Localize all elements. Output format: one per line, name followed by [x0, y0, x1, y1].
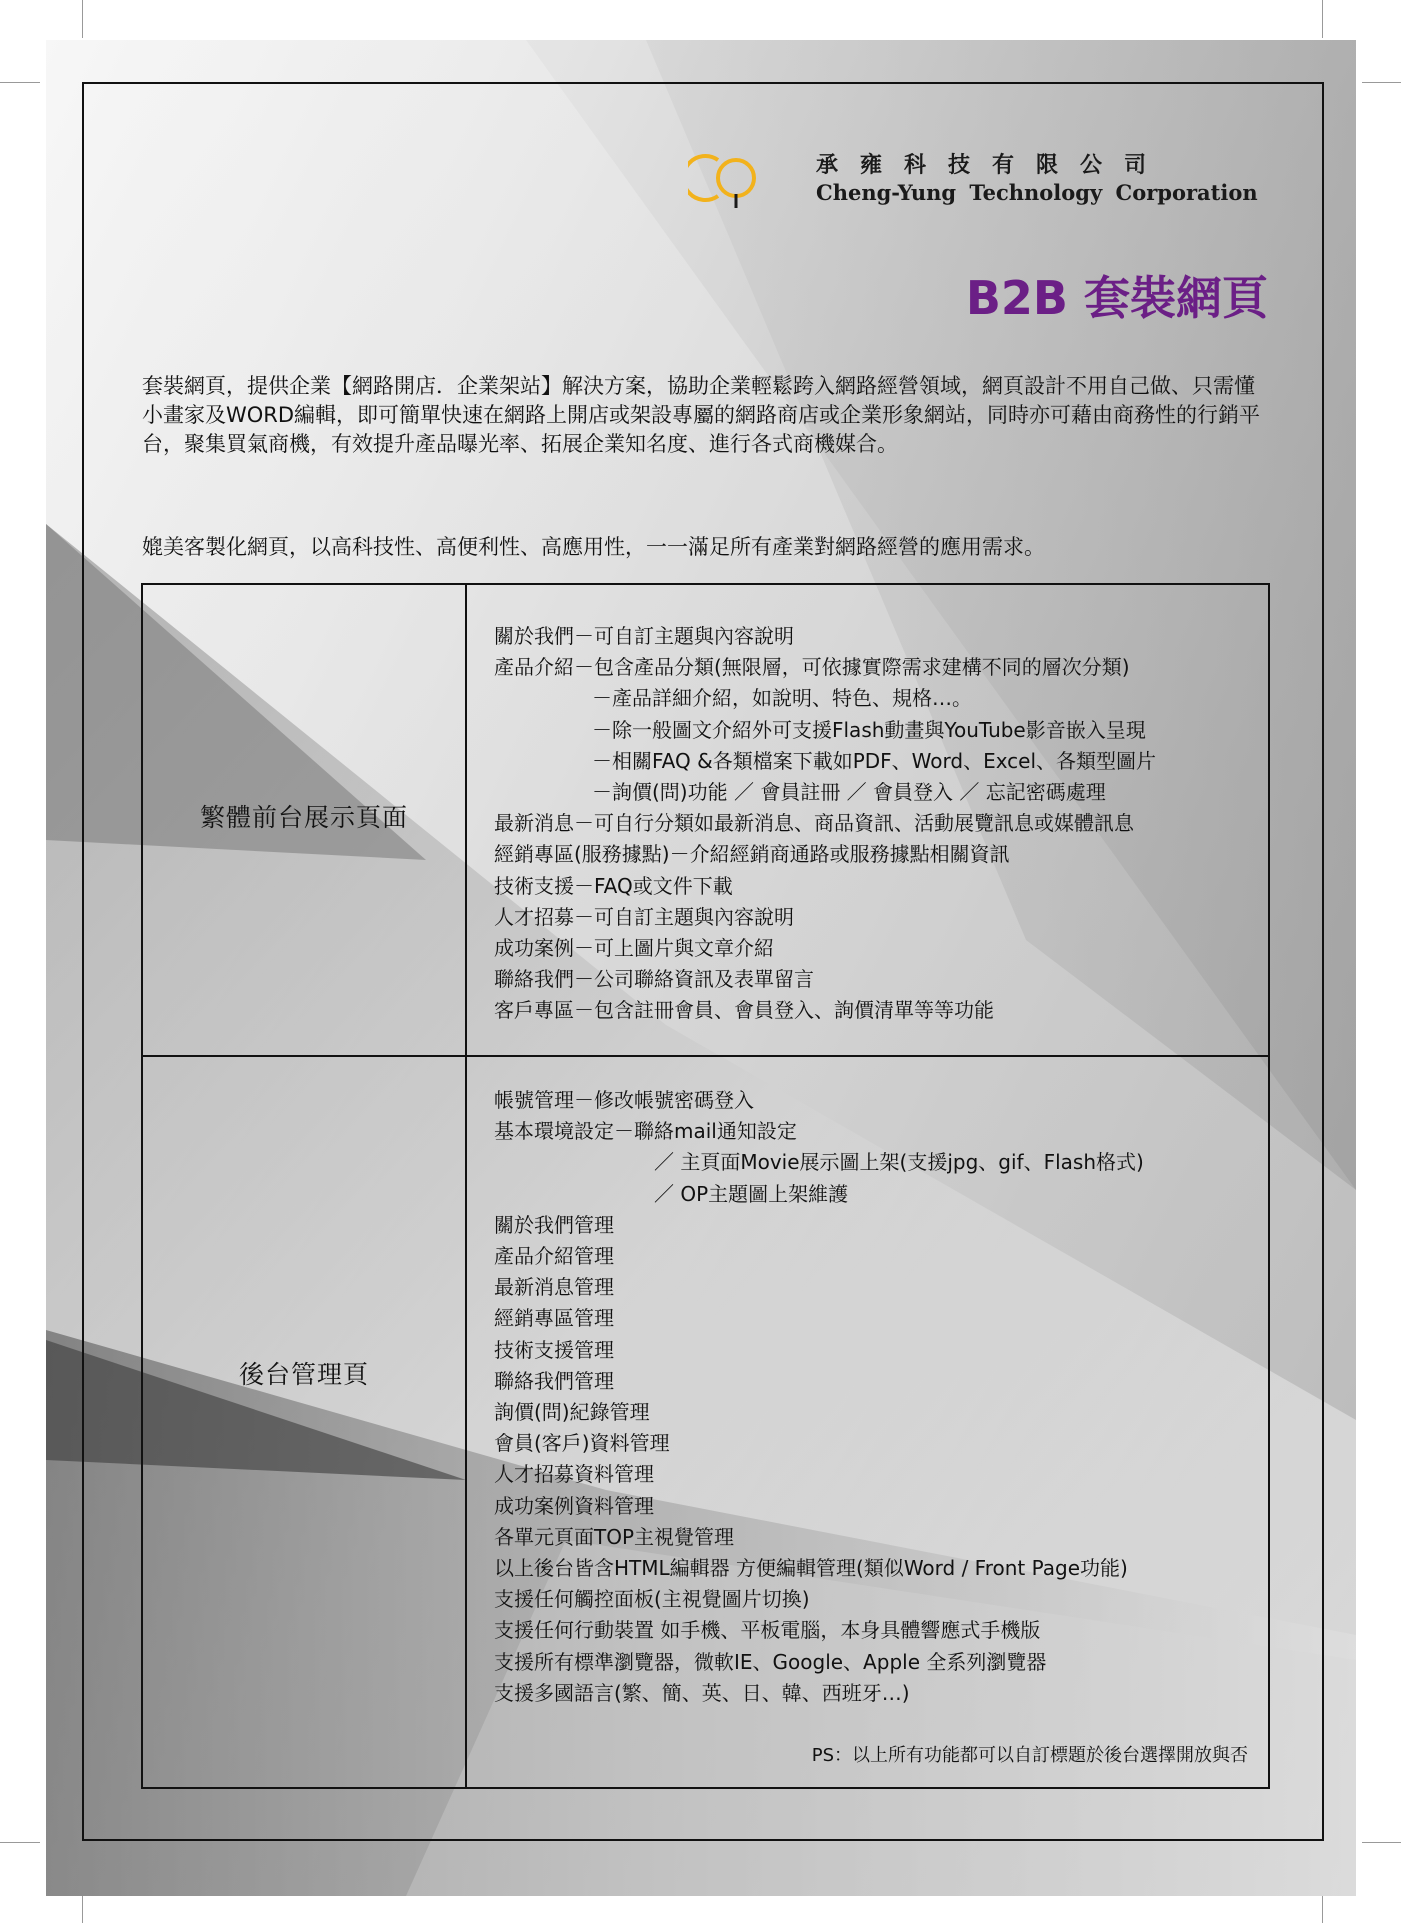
list-item: 支援任何觸控面板(主視覺圖片切換): [494, 1587, 810, 1612]
list-item: 會員(客戶)資料管理: [494, 1431, 670, 1456]
list-item: 人才招募資料管理: [494, 1462, 654, 1487]
company-name-zh: 承雍科技有限公司: [816, 153, 1169, 178]
list-item: 客戶專區－包含註冊會員、會員登入、詢價清單等等功能: [494, 998, 994, 1023]
list-item: 關於我們管理: [494, 1212, 614, 1237]
list-item: 最新消息－可自行分類如最新消息、商品資訊、活動展覽訊息或媒體訊息: [494, 811, 1134, 836]
list-item: －除一般圖文介紹外可支援Flash動畫與YouTube影音嵌入呈現: [592, 717, 1146, 742]
list-item: 技術支援管理: [494, 1337, 614, 1362]
features-table: [141, 583, 1270, 1789]
intro-paragraph: 套裝網頁，提供企業【網路開店．企業架站】解決方案，協助企業輕鬆跨入網路經營領域，網頁設計不用自己做、只需懂小畫家及WORD編輯，即可簡單快速在網路上開店或架設專屬的網路商店或企業形象網站，同時亦可藉由商務性的行銷平台，聚集買氣商機，有效提升產品曝光率、拓展企業知名度、進行各式商機媒合。: [142, 374, 1261, 456]
list-item: 聯絡我們－公司聯絡資訊及表單留言: [494, 967, 814, 992]
list-item: 基本環境設定－聯絡mail通知設定: [494, 1119, 797, 1144]
intro-tagline: 媲美客製化網頁，以高科技性、高便利性、高應用性，一一滿足所有產業對網路經營的應用需求。: [142, 535, 1045, 559]
list-item: ／ 主頁面Movie展示圖上架(支援jpg、gif、Flash格式): [654, 1150, 1144, 1175]
crop-mark: [1362, 1842, 1401, 1843]
company-name-en: Cheng-Yung Technology Corporation: [816, 180, 1258, 205]
list-item: 以上後台皆含HTML編輯器 方便編輯管理(類似Word / Front Page功能): [494, 1556, 1128, 1581]
list-item: 產品介紹－包含產品分類(無限層，可依據實際需求建構不同的層次分類): [494, 655, 1130, 680]
list-item: －相關FAQ &各類檔案下載如PDF、Word、Excel、各類型圖片: [592, 748, 1157, 773]
page-title: B2B 套裝網頁: [965, 271, 1268, 325]
list-item: 詢價(問)紀錄管理: [494, 1400, 650, 1425]
list-item: 產品介紹管理: [494, 1244, 614, 1269]
list-item: －詢價(問)功能 ／ 會員註冊 ／ 會員登入 ／ 忘記密碼處理: [592, 780, 1106, 805]
list-item: 經銷專區(服務據點)－介紹經銷商通路或服務據點相關資訊: [494, 842, 1010, 867]
table-divider-horizontal: [143, 1055, 1268, 1057]
table-divider-vertical: [465, 585, 467, 1787]
list-item: 技術支援－FAQ或文件下載: [494, 873, 733, 898]
list-item: 經銷專區管理: [494, 1306, 614, 1331]
list-item: 聯絡我們管理: [494, 1368, 614, 1393]
backend-feature-list: [494, 1085, 1144, 1709]
crop-mark: [82, 0, 83, 38]
list-item: 成功案例資料管理: [494, 1493, 654, 1518]
crop-mark: [0, 82, 40, 83]
list-item: 支援多國語言(繁、簡、英、日、韓、西班牙…): [494, 1680, 910, 1705]
frontend-feature-list: [494, 621, 1156, 1027]
list-item: 支援所有標準瀏覽器，微軟IE、Google、Apple 全系列瀏覽器: [494, 1649, 1047, 1674]
list-item: 人才招募－可自訂主題與內容說明: [494, 904, 794, 929]
list-item: 成功案例－可上圖片與文章介紹: [494, 936, 774, 961]
cy-logo-icon: [688, 148, 758, 212]
list-item: 支援任何行動裝置 如手機、平板電腦，本身具體響應式手機版: [494, 1618, 1041, 1643]
crop-mark: [1362, 82, 1401, 83]
crop-mark: [0, 1842, 40, 1843]
list-item: 帳號管理－修改帳號密碼登入: [494, 1088, 754, 1112]
list-item: ／ OP主題圖上架維護: [654, 1181, 849, 1206]
list-item: 關於我們－可自訂主題與內容說明: [494, 624, 794, 648]
frontend-section-label: 繁體前台展示頁面: [199, 803, 408, 832]
backend-section-label: 後台管理頁: [238, 1360, 369, 1389]
company-logo: [688, 148, 758, 212]
crop-mark: [1322, 0, 1323, 38]
ps-note: PS：以上所有功能都可以自訂標題於後台選擇開放與否: [811, 1745, 1248, 1766]
list-item: 各單元頁面TOP主視覺管理: [494, 1524, 735, 1549]
list-item: －產品詳細介紹，如說明、特色、規格…。: [592, 686, 972, 711]
list-item: 最新消息管理: [494, 1275, 614, 1300]
